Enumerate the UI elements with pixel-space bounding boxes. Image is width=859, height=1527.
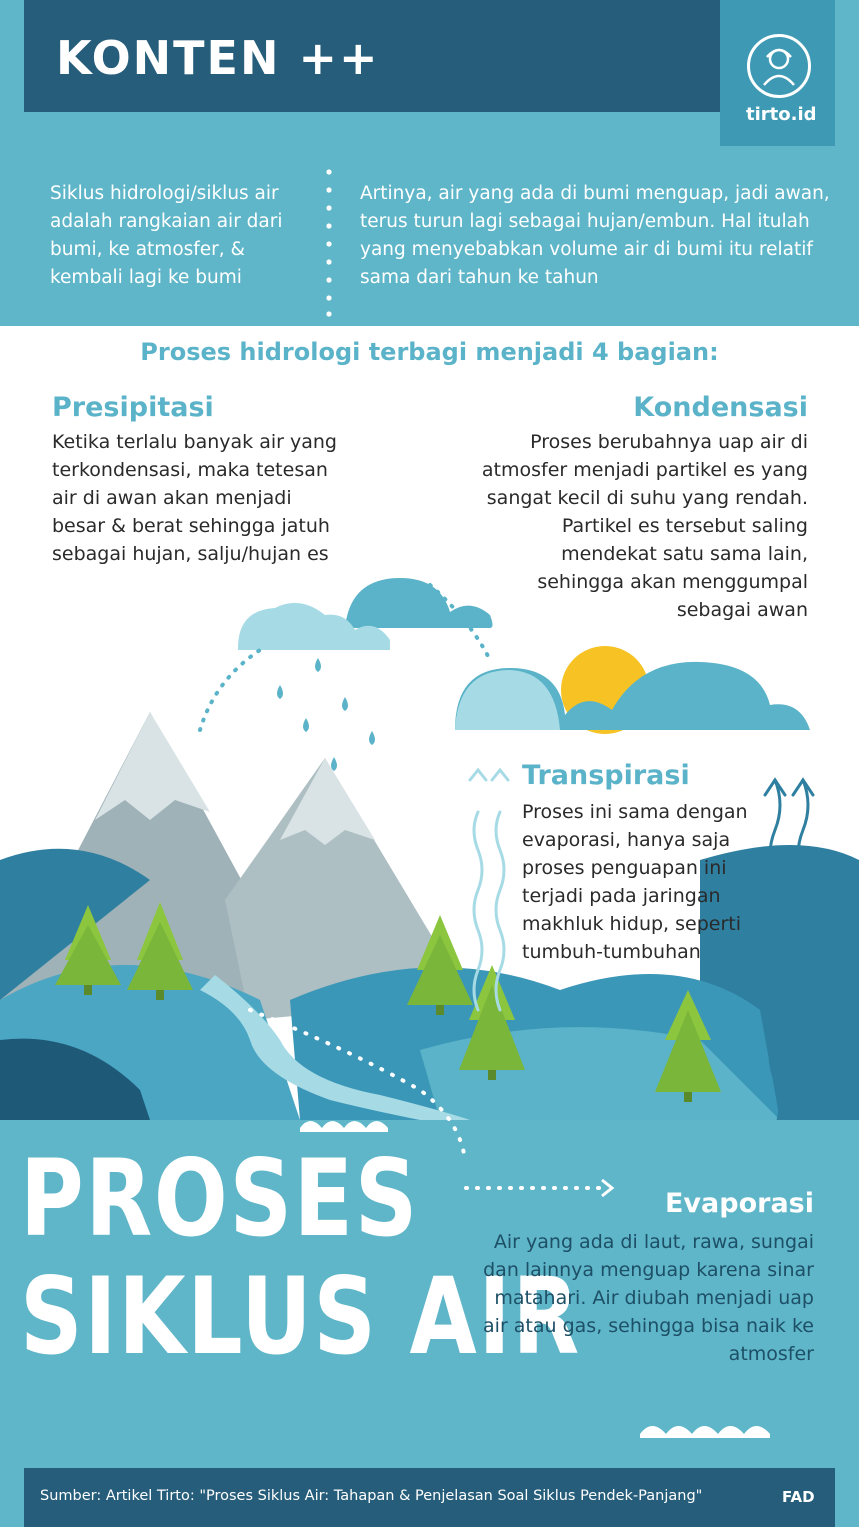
source-text: Sumber: Artikel Tirto: "Proses Siklus Air: Tahapan & Penjelasan Soal Siklus Pendek-Panjang" [40, 1488, 703, 1504]
kondensasi-title: Kondensasi [633, 392, 808, 423]
intro-left-text: Siklus hidrologi/siklus air adalah rangkaian air dari bumi, ke atmosfer, & kembali lagi ke bumi [50, 183, 283, 288]
presipitasi-title: Presipitasi [52, 392, 214, 423]
intro-right-text: Artinya, air yang ada di bumi menguap, jadi awan, terus turun lagi sebagai hujan/embun. Hal itulah yang menyebabkan volume air di bumi itu relatif sama dari tahun ke tahun [360, 183, 830, 288]
credit-text: FAD [782, 1488, 815, 1506]
evaporasi-title: Evaporasi [664, 1188, 814, 1219]
header-title: KONTEN ++ [56, 31, 380, 85]
logo-text: tirto.id [746, 104, 817, 125]
dotted-arrow-1 [200, 650, 260, 730]
section-heading: Proses hidrologi terbagi menjadi 4 bagian: [140, 338, 719, 366]
presipitasi-body: Ketika terlalu banyak air yang terkondensasi, maka tetesan air di awan akan menjadi besar & berat sehingga jatuh sebagai hujan, salju/hujan es [52, 431, 337, 565]
tirto-logo-icon [747, 34, 811, 98]
transpirasi-body: Proses ini sama dengan evaporasi, hanya saja proses penguapan ini terjadi pada jaringan makhluk hidup, seperti tumbuh-tumbuhan [522, 801, 748, 963]
rain-drops-icon [277, 658, 375, 771]
main-title-line2: SIKLUS AIR [20, 1255, 581, 1378]
kondensasi-body: Proses berubahnya uap air di atmosfer menjadi partikel es yang sangat kecil di suhu yang rendah. Partikel es tersebut saling mendekat satu sama lain, sehingga akan menggumpal sebagai awan [481, 431, 808, 621]
transpirasi-title: Transpirasi [522, 760, 690, 791]
main-title-line1: PROSES [20, 1137, 419, 1260]
evaporasi-body: Air yang ada di laut, rawa, sungai dan lainnya menguap karena sinar matahari. Air diubah menjadi uap air atau gas, sehingga bisa naik ke atmosfer [483, 1231, 814, 1365]
dotted-divider [326, 168, 332, 318]
